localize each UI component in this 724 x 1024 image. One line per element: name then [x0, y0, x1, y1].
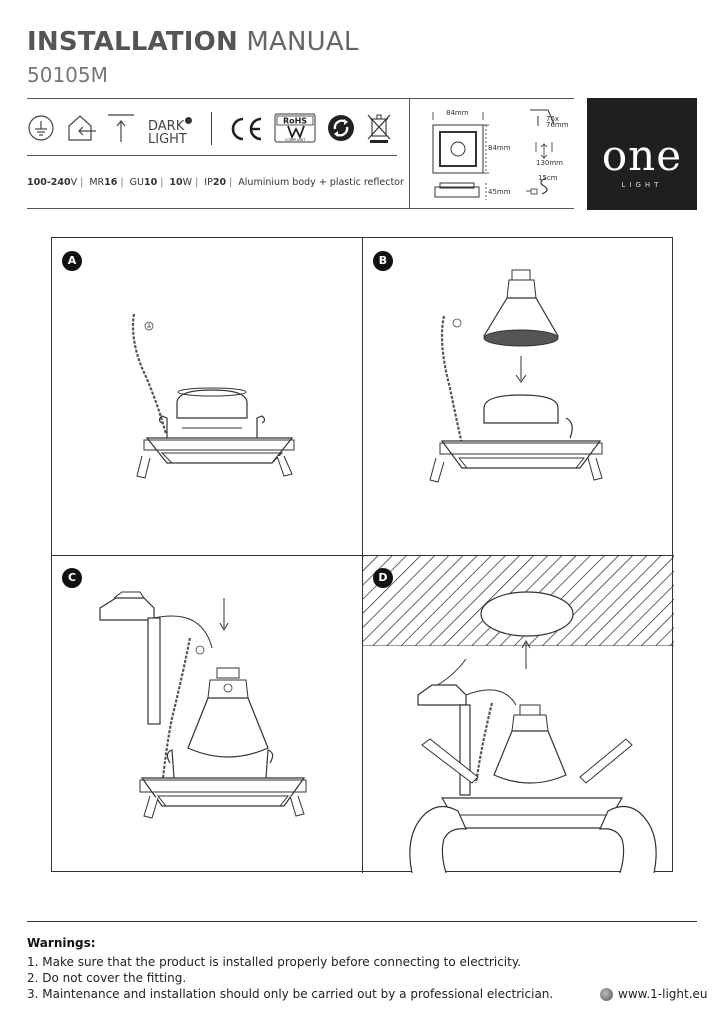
warnings-divider — [27, 921, 697, 922]
earth-ground-icon — [27, 114, 55, 142]
warnings-title: Warnings: — [27, 936, 96, 950]
specs-line: 100-240V | MR16 | GU10 | 10W | IP20 | Aluminium body + plastic reflector — [27, 177, 404, 188]
svg-text:RoHS: RoHS — [282, 116, 308, 126]
dim-cable-length: 15cm — [538, 174, 558, 182]
step-a-illustration — [112, 298, 312, 498]
svg-text:COMPLIANT: COMPLIANT — [284, 138, 306, 142]
globe-icon — [600, 988, 613, 1001]
brand-logo — [587, 98, 697, 210]
step-a-badge: A — [62, 251, 82, 271]
logo-word: one — [601, 131, 683, 180]
dark-light-label: DARK LIGHT — [148, 119, 187, 147]
dim-width-top: 84mm — [446, 109, 469, 117]
warning-item: 3. Maintenance and installation should only be carried out by a professional electrician. — [27, 987, 554, 1001]
logo-sub: LIGHT — [621, 181, 663, 189]
dark-light-dot — [185, 117, 192, 124]
step-b-illustration — [424, 258, 624, 518]
dimensions-divider — [409, 98, 410, 208]
rohs-icon — [274, 113, 316, 143]
up-arrow-icon — [106, 112, 136, 144]
warning-item: 1. Make sure that the product is installed properly before connecting to electricity. — [27, 955, 522, 969]
dim-width-side: 84mm — [488, 144, 511, 152]
website-link[interactable]: www.1-light.eu — [618, 987, 708, 1001]
model-number: 50105M — [27, 63, 108, 87]
step-c-badge: C — [62, 568, 82, 588]
ce-mark-icon — [228, 116, 264, 142]
dim-height: 45mm — [488, 188, 511, 196]
icon-separator — [211, 112, 212, 145]
page-title: INSTALLATION MANUAL — [27, 27, 359, 57]
icons-divider — [27, 155, 397, 156]
step-d-badge: D — [373, 568, 393, 588]
step-d-illustration — [392, 633, 674, 873]
step-b-badge: B — [373, 251, 393, 271]
specs-divider — [27, 208, 574, 209]
warning-item: 2. Do not cover the fitting. — [27, 971, 187, 985]
dim-cutout: 76x 76mm — [546, 115, 569, 129]
dim-recess-depth: 130mm — [536, 159, 563, 167]
installation-steps — [51, 237, 673, 872]
weee-bin-icon — [366, 112, 392, 144]
recycle-icon — [326, 113, 356, 143]
step-c-illustration — [92, 588, 352, 838]
recessed-mounting-icon — [65, 112, 99, 144]
header-divider — [27, 98, 574, 99]
